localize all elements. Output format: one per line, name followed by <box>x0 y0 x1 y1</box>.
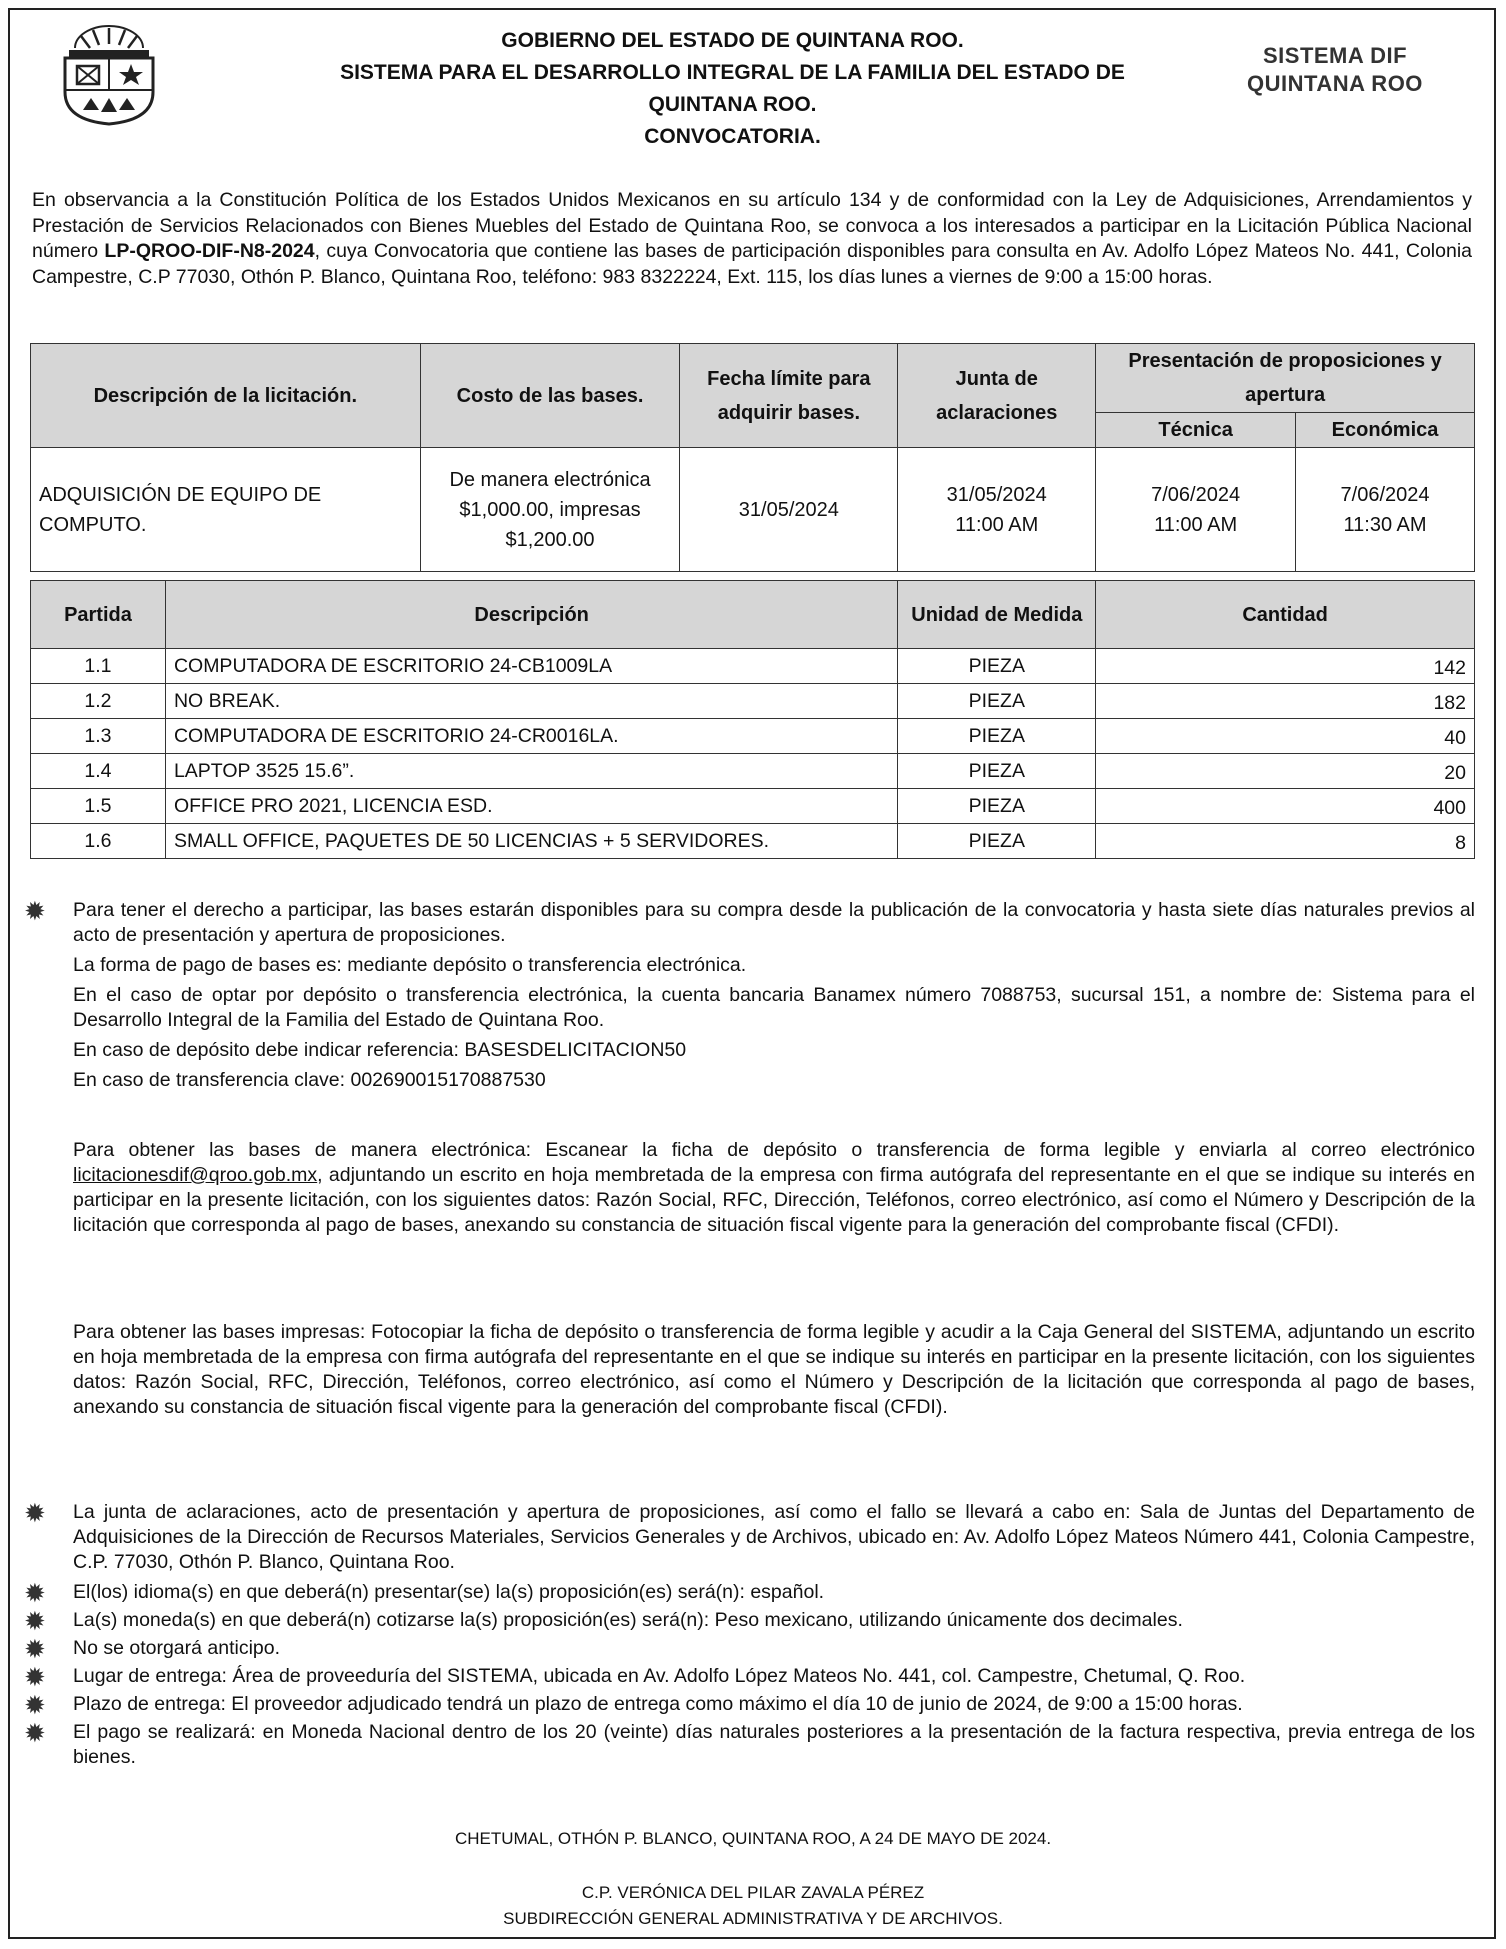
header-deadline: Fecha límite para adquirir bases. <box>680 344 898 448</box>
table-row <box>31 824 1475 859</box>
header-description: Descripción de la licitación. <box>31 344 421 448</box>
participation-note-4: En caso de depósito debe indicar referencia: BASESDELICITACION50 <box>73 1039 687 1061</box>
dif-logo <box>1235 42 1435 98</box>
header-line1: GOBIERNO DEL ESTADO DE QUINTANA ROO. <box>501 29 964 52</box>
table-row <box>31 754 1475 789</box>
condition-item: Plazo de entrega: El proveedor adjudicado tendrá un plazo de entrega como máximo el día 10 de junio de 2024, de 9:00 a 15:00 horas. <box>73 1693 1243 1715</box>
cell-deadline: 31/05/2024 <box>680 448 898 572</box>
table-row <box>31 719 1475 754</box>
header-technical: Técnica <box>1096 413 1296 448</box>
participation-note-3: En el caso de optar por depósito o transferencia electrónica, la cuenta bancaria Banamex número 7088753, sucursal 151, a nombre de: Sistema para el Desarrollo Integral de la Familia del Estado de Quintana Roo. <box>73 984 1475 1031</box>
row-cantidad: 400 <box>1096 789 1475 824</box>
printed-bases-paragraph: Para obtener las bases impresas: Fotocopiar la ficha de depósito o transferencia de forma legible y acudir a la Caja General del SISTEMA, adjuntando un escrito en hoja membretada de la empresa con firma autógrafa del representante en el que se indique su interés en participar en la presente licitación, con los siguientes datos: Razón Social, RFC, Dirección, Teléfonos, correo electrónico, así como el Número y Descripción de la licitación que corresponda al pago de bases, anexando su constancia de situación fiscal vigente para la generación del comprobante fiscal (CFDI). <box>73 1321 1475 1418</box>
row-cantidad: 40 <box>1096 719 1475 754</box>
items-table <box>30 580 1475 859</box>
condition-item: El pago se realizará: en Moneda Nacional dentro de los 20 (veinte) días naturales posteriores a la presentación de la factura respectiva, previa entrega de los bienes. <box>73 1721 1475 1768</box>
place-and-date: CHETUMAL, OTHÓN P. BLANCO, QUINTANA ROO, A 24 DE MAYO DE 2024. <box>454 1829 1052 1848</box>
row-descripcion: COMPUTADORA DE ESCRITORIO 24-CB1009LA <box>165 649 897 684</box>
clarifications-time: 11:00 AM <box>955 513 1039 536</box>
bullet-icon: ✹ <box>24 1634 46 1664</box>
row-unidad: PIEZA <box>898 649 1096 684</box>
header-clarifications: Junta de aclaraciones <box>898 344 1096 448</box>
participation-note-2: La forma de pago de bases es: mediante depósito o transferencia electrónica. <box>73 954 747 976</box>
row-descripcion: OFFICE PRO 2021, LICENCIA ESD. <box>165 789 897 824</box>
row-cantidad: 20 <box>1096 754 1475 789</box>
contact-email-link[interactable]: licitacionesdif@qroo.gob.mx <box>73 1164 318 1186</box>
row-partida: 1.2 <box>31 684 166 719</box>
electronic-part2: , adjuntando un escrito en hoja membretada de la empresa con firma autógrafa del representante en el que se indique su interés en participar en la presente licitación, con los siguientes datos: Razón Social, RFC, Dirección, Teléfonos, correo electrónico, así como el Número y Descripción de la licitación que corresponda al pago de bases, anexando su constancia de situación fiscal vigente para la generación del comprobante fiscal (CFDI). <box>73 1164 1475 1236</box>
row-descripcion: SMALL OFFICE, PAQUETES DE 50 LICENCIAS + 5 SERVIDORES. <box>165 824 897 859</box>
header-unidad: Unidad de Medida <box>898 581 1096 649</box>
bullet-icon: ✹ <box>24 1498 46 1528</box>
condition-item: La(s) moneda(s) en que deberá(n) cotizarse la(s) proposición(es) será(n): Peso mexicano, utilizando únicamente dos decimales. <box>73 1609 1183 1631</box>
dif-logo-line1: SISTEMA DIF <box>1262 43 1408 68</box>
participation-note-1: Para tener el derecho a participar, las bases estarán disponibles para su compra desde la publicación de la convocatoria y hasta siete días naturales previos al acto de presentación y apertura de proposiciones. <box>73 899 1475 946</box>
technical-date: 7/06/2024 <box>1151 483 1241 506</box>
row-unidad: PIEZA <box>898 824 1096 859</box>
header-line3: QUINTANA ROO. <box>648 93 817 116</box>
row-partida: 1.1 <box>31 649 166 684</box>
row-unidad: PIEZA <box>898 754 1096 789</box>
signer-name: C.P. VERÓNICA DEL PILAR ZAVALA PÉREZ <box>581 1883 925 1902</box>
intro-part2: , cuya Convocatoria que contiene las bases de participación disponibles para consulta en Av. Adolfo López Mateos No. 441, Colonia Campestre, C.P 77030, Othón P. Blanco, Quintana Roo, teléfono: 983 8322224, Ext. 115, los días lunes a viernes de 9:00 a 15:00 horas. <box>32 240 1472 288</box>
header-economic: Económica <box>1296 413 1475 448</box>
bullet-icon: ✹ <box>24 1690 46 1720</box>
cost-line3: $1,200.00 <box>505 528 595 551</box>
row-partida: 1.3 <box>31 719 166 754</box>
technical-time: 11:00 AM <box>1154 513 1238 536</box>
table-row <box>31 789 1475 824</box>
cell-clarifications <box>898 448 1096 572</box>
bid-number: LP-QROO-DIF-N8-2024 <box>104 240 315 262</box>
row-unidad: PIEZA <box>898 789 1096 824</box>
table-row <box>31 684 1475 719</box>
signer-position: SUBDIRECCIÓN GENERAL ADMINISTRATIVA Y DE ARCHIVOS. <box>503 1909 1003 1928</box>
participation-notes <box>73 898 1475 1093</box>
bullet-icon: ✹ <box>24 1718 46 1748</box>
cell-description: ADQUISICIÓN DE EQUIPO DE COMPUTO. <box>31 448 421 572</box>
intro-paragraph <box>32 188 1472 290</box>
summary-table <box>30 343 1475 572</box>
economic-date: 7/06/2024 <box>1340 483 1430 506</box>
row-partida: 1.6 <box>31 824 166 859</box>
header-presentation: Presentación de proposiciones y apertura <box>1096 344 1475 413</box>
header-line2: SISTEMA PARA EL DESARROLLO INTEGRAL DE LA FAMILIA DEL ESTADO DE <box>340 61 1125 84</box>
bullet-icon: ✹ <box>24 1578 46 1608</box>
electronic-bases-paragraph <box>73 1138 1475 1238</box>
row-cantidad: 142 <box>1096 649 1475 684</box>
condition-item: El(los) idioma(s) en que deberá(n) presentar(se) la(s) proposición(es) será(n): español. <box>73 1581 825 1603</box>
bullet-icon: ✹ <box>24 1606 46 1636</box>
header-cantidad: Cantidad <box>1096 581 1475 649</box>
cell-economic <box>1296 448 1475 572</box>
cell-cost <box>420 448 680 572</box>
document-header <box>300 25 1165 153</box>
row-partida: 1.5 <box>31 789 166 824</box>
bullet-icon: ✹ <box>24 896 46 926</box>
row-descripcion: NO BREAK. <box>165 684 897 719</box>
row-cantidad: 182 <box>1096 684 1475 719</box>
row-cantidad: 8 <box>1096 824 1475 859</box>
condition-item: No se otorgará anticipo. <box>73 1637 281 1659</box>
header-line4: CONVOCATORIA. <box>644 125 821 148</box>
state-coat-of-arms-logo <box>53 20 165 128</box>
cost-line1: De manera electrónica <box>449 468 651 491</box>
row-descripcion: LAPTOP 3525 15.6”. <box>165 754 897 789</box>
electronic-part1: Para obtener las bases de manera electrónica: Escanear la ficha de depósito o transferencia de forma legible y enviarla al correo electrónico <box>73 1139 1475 1161</box>
participation-note-5: En caso de transferencia clave: 002690015170887530 <box>73 1069 546 1091</box>
row-unidad: PIEZA <box>898 684 1096 719</box>
bullet-icon: ✹ <box>24 1662 46 1692</box>
dif-logo-line2: QUINTANA ROO <box>1247 71 1423 96</box>
row-unidad: PIEZA <box>898 719 1096 754</box>
condition-item: Lugar de entrega: Área de proveeduría del SISTEMA, ubicada en Av. Adolfo López Mateos No. 441, col. Campestre, Chetumal, Q. Roo. <box>73 1665 1246 1687</box>
table-row <box>31 649 1475 684</box>
header-descripcion: Descripción <box>165 581 897 649</box>
header-partida: Partida <box>31 581 166 649</box>
row-partida: 1.4 <box>31 754 166 789</box>
condition-item: La junta de aclaraciones, acto de presentación y apertura de proposiciones, así como el fallo se llevará a cabo en: Sala de Juntas del Departamento de Adquisiciones de la Dirección de Recursos Materiales, Servicios Generales y de Archivos, ubicado en: Av. Adolfo López Mateos Número 441, Colonia Campestre, C.P. 77030, Othón P. Blanco, Quintana Roo. <box>73 1501 1475 1573</box>
row-descripcion: COMPUTADORA DE ESCRITORIO 24-CR0016LA. <box>165 719 897 754</box>
cell-technical <box>1096 448 1296 572</box>
economic-time: 11:30 AM <box>1343 513 1427 536</box>
intro-part1: En observancia a la Constitución Política de los Estados Unidos Mexicanos en su artículo 134 y de conformidad con la Ley de Adquisiciones, Arrendamientos y Prestación de Servicios Relacionados con Bienes Muebles del Estado de Quintana Roo, se convoca a los interesados a participar en la Licitación Pública Nacional número <box>32 189 1472 262</box>
header-cost: Costo de las bases. <box>420 344 680 448</box>
cost-line2: $1,000.00, impresas <box>459 498 641 521</box>
clarifications-date: 31/05/2024 <box>946 483 1047 506</box>
